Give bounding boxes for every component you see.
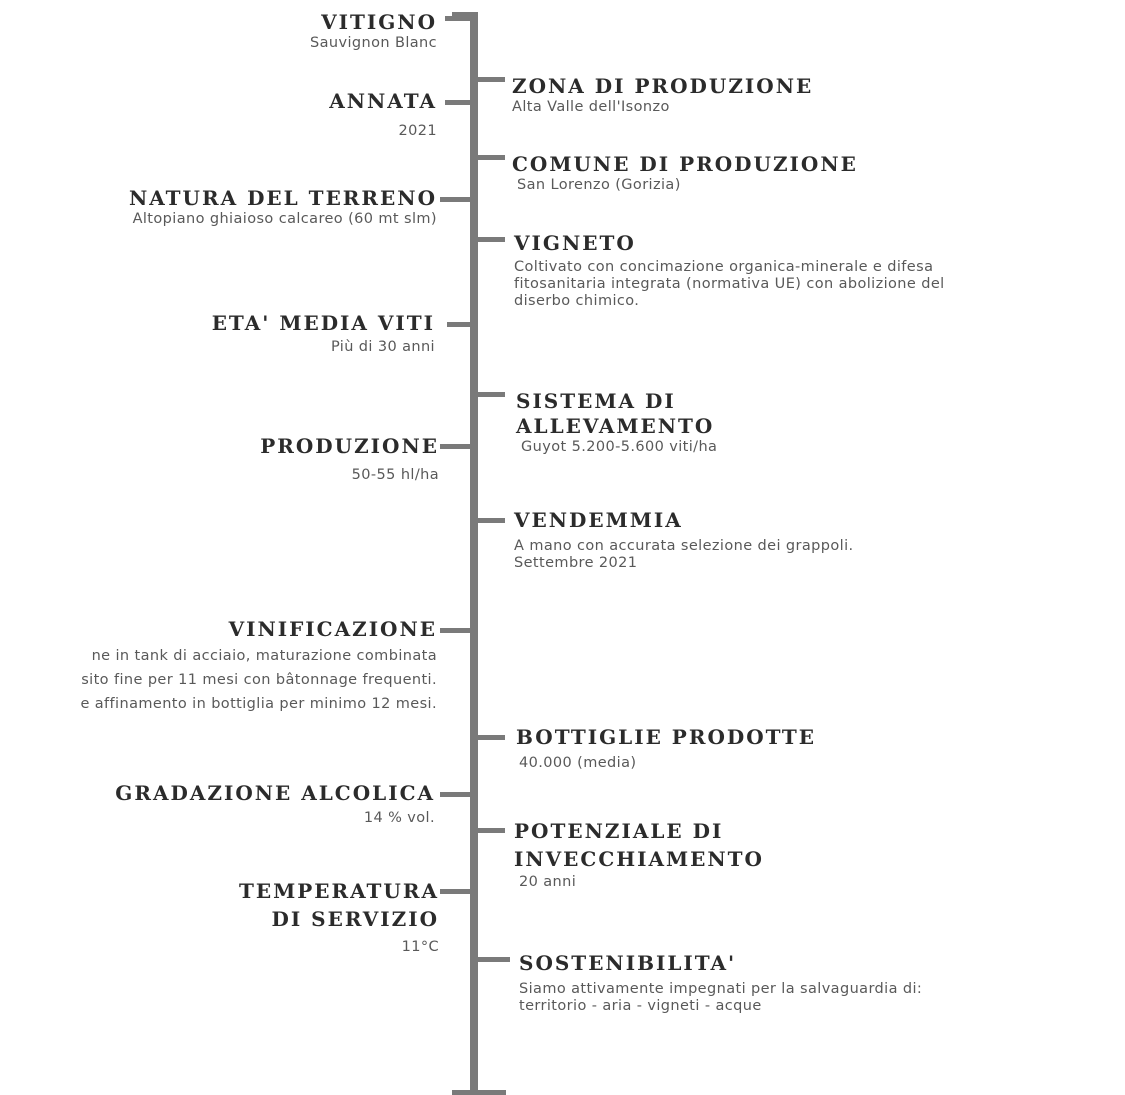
tick-right-zona	[475, 77, 505, 82]
entry-vigneto	[514, 231, 945, 310]
entry-comune	[512, 152, 858, 194]
entry-value: Guyot 5.200-5.600 viti/ha	[521, 439, 718, 455]
entry-label: VITIGNO	[321, 10, 437, 34]
entry-value: Alta Valle dell'Isonzo	[512, 99, 670, 115]
entry-label: NATURA DEL TERRENO	[128, 186, 437, 210]
entry-value-line: Settembre 2021	[514, 555, 638, 571]
entry-vinificazione	[80, 617, 437, 716]
entry-zona	[512, 74, 813, 116]
entry-label: VINIFICAZIONE	[228, 617, 437, 641]
entry-value-line: territorio - aria - vigneti - acque	[519, 998, 762, 1014]
entry-value: 14 % vol.	[363, 810, 435, 826]
tick-left-annata	[445, 100, 473, 105]
timeline-bottom-cap	[452, 1090, 506, 1095]
entry-eta	[212, 311, 435, 356]
tick-right-sistema	[475, 392, 505, 397]
timeline-axis	[470, 12, 478, 1095]
entry-bottiglie	[516, 725, 816, 772]
entry-label: SOSTENIBILITA'	[519, 951, 737, 975]
entry-label: TEMPERATURA	[238, 879, 439, 903]
tick-left-temperatura	[440, 889, 473, 894]
entry-produzione	[260, 434, 439, 484]
tick-left-eta	[447, 322, 473, 327]
entry-value: San Lorenzo (Gorizia)	[517, 177, 681, 193]
entry-annata	[329, 89, 437, 140]
entry-label: COMUNE DI PRODUZIONE	[512, 152, 858, 176]
entry-value: Sauvignon Blanc	[310, 35, 437, 51]
tick-left-terreno	[440, 197, 473, 202]
entry-label: DI SERVIZIO	[271, 907, 439, 931]
entry-label: ANNATA	[329, 89, 437, 113]
entry-vitigno	[310, 10, 437, 52]
entry-vendemmia	[514, 508, 854, 572]
entry-value-line: ne in tank di acciaio, maturazione combinata	[91, 648, 437, 664]
entry-value-line: diserbo chimico.	[514, 293, 640, 309]
entry-label: VIGNETO	[514, 231, 636, 255]
tick-right-vigneto	[475, 237, 505, 242]
entry-label: SISTEMA DI	[516, 389, 676, 413]
tick-left-gradazione	[440, 792, 473, 797]
tick-right-potenziale	[475, 828, 505, 833]
entry-value-line: e affinamento in bottiglia per minimo 12 mesi.	[80, 696, 437, 712]
entry-sostenibilita	[519, 951, 922, 1015]
entry-value: 11°C	[401, 939, 439, 955]
entry-label: ETA' MEDIA VITI	[211, 311, 435, 335]
tick-right-sostenibilita	[475, 957, 510, 962]
entry-potenziale	[514, 819, 764, 891]
entry-gradazione	[115, 781, 435, 827]
entry-label: ALLEVAMENTO	[516, 414, 715, 438]
tick-right-vendemmia	[475, 518, 505, 523]
tick-right-comune	[475, 155, 505, 160]
tick-left-vitigno	[445, 16, 473, 21]
entry-label: BOTTIGLIE PRODOTTE	[516, 725, 816, 749]
entry-value-line: Coltivato con concimazione organica-minerale e difesa	[514, 259, 934, 275]
entry-value: 20 anni	[519, 874, 577, 890]
entry-sistema	[516, 389, 717, 456]
entry-value: 50-55 hl/ha	[351, 467, 439, 483]
tick-left-vinificazione	[440, 628, 473, 633]
entry-label: POTENZIALE DI	[514, 819, 724, 843]
tick-right-bottiglie	[475, 735, 505, 740]
entry-terreno	[129, 186, 437, 228]
entry-label: PRODUZIONE	[260, 434, 439, 458]
entry-label: INVECCHIAMENTO	[514, 847, 764, 871]
entry-value: 40.000 (media)	[519, 755, 637, 771]
entry-label: GRADAZIONE ALCOLICA	[115, 781, 435, 805]
entry-value: Più di 30 anni	[330, 339, 435, 355]
entry-value-line: sito fine per 11 mesi con bâtonnage frequenti.	[81, 672, 437, 688]
entry-value-line: fitosanitaria integrata (normativa UE) con abolizione del	[514, 276, 945, 292]
entry-label: VENDEMMIA	[514, 508, 683, 532]
entry-temperatura	[239, 879, 439, 956]
entry-value-line: A mano con accurata selezione dei grappoli.	[514, 538, 854, 554]
tick-left-produzione	[440, 444, 473, 449]
entry-value: Altopiano ghiaioso calcareo (60 mt slm)	[132, 211, 437, 227]
entry-label: ZONA DI PRODUZIONE	[512, 74, 814, 98]
entry-value: 2021	[398, 123, 437, 139]
entry-value-line: Siamo attivamente impegnati per la salvaguardia di:	[519, 981, 923, 997]
